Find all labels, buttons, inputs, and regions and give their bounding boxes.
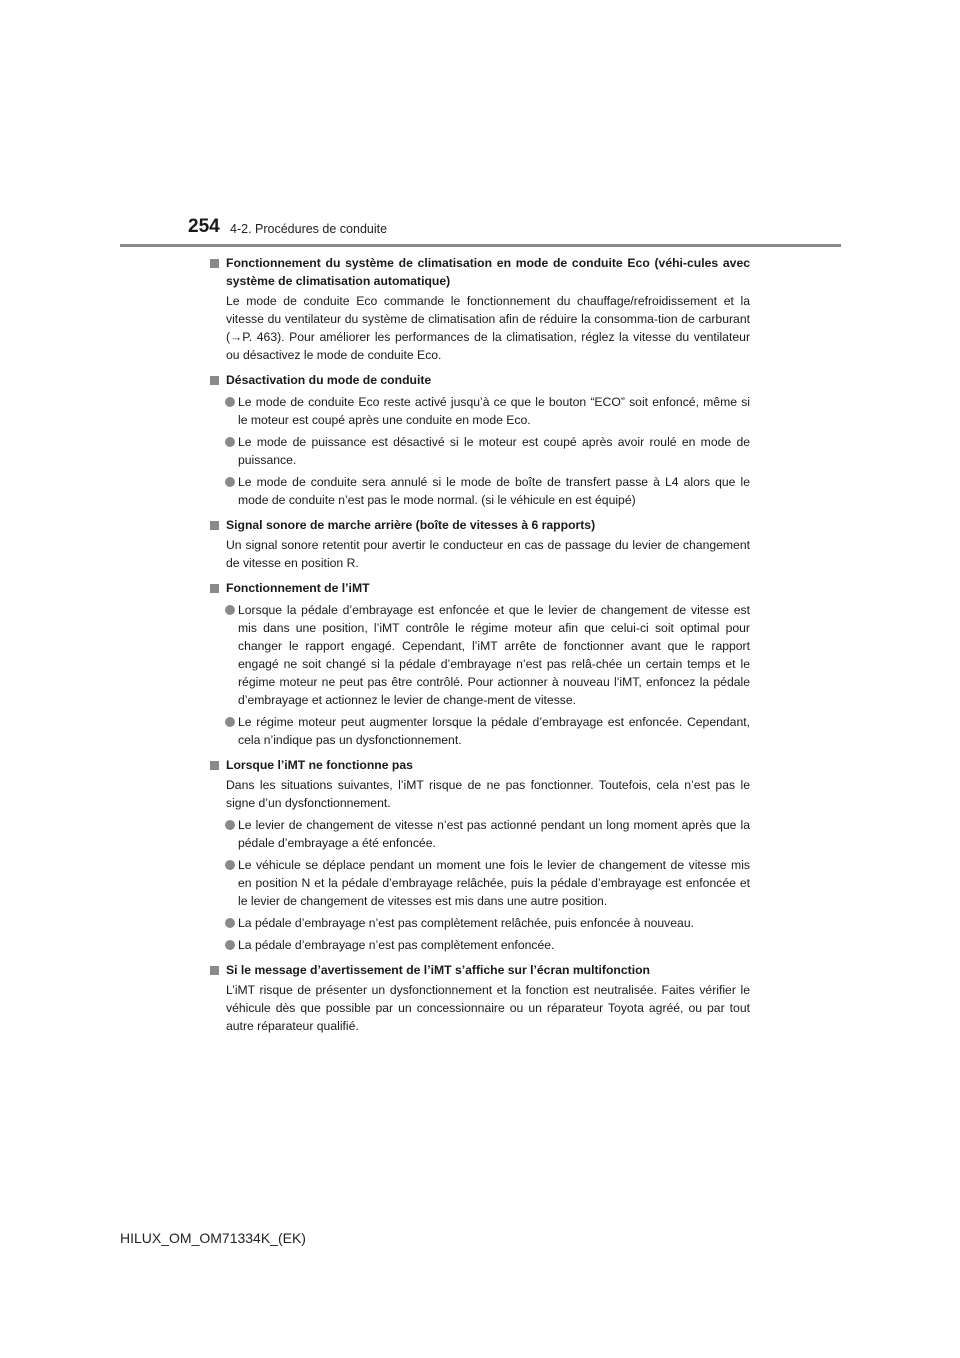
- note-heading: [210, 254, 750, 290]
- note-block: [210, 516, 750, 572]
- note-paragraph: Un signal sonore retentit pour avertir le conducteur en cas de passage du levier de changement de vitesse en position R.: [226, 538, 750, 570]
- circle-bullet-icon: [225, 605, 235, 615]
- bullet-text: Le mode de puissance est désactivé si le moteur est coupé après avoir roulé en mode de puissance.: [238, 435, 750, 467]
- bullet-text: Le régime moteur peut augmenter lorsque la pédale d’embrayage est enfoncée. Cependant, cela n’indique pas un dysfonctionnement.: [238, 715, 750, 747]
- bullet-item: [210, 856, 750, 910]
- bullet-item: [210, 393, 750, 429]
- note-heading: [210, 516, 750, 534]
- note-heading-text: Signal sonore de marche arrière (boîte de vitesses à 6 rapports): [226, 518, 596, 532]
- note-paragraph: Le mode de conduite Eco commande le fonctionnement du chauffage/refroidissement et la vitesse du ventilateur du système de climatisation afin de réduire la consomma-tion de carburant (→P. 463). Pour améliorer les performances de la climatisation, réglez la vitesse du ventilateur ou désactivez le mode de conduite Eco.: [226, 294, 750, 362]
- bullet-item: [210, 713, 750, 749]
- note-heading-text: Désactivation du mode de conduite: [226, 373, 432, 387]
- note-heading: [210, 961, 750, 979]
- note-heading: [210, 756, 750, 774]
- circle-bullet-icon: [225, 860, 235, 870]
- square-bullet-icon: [210, 376, 219, 385]
- page-content: [210, 254, 750, 1042]
- note-heading-text: Fonctionnement du système de climatisation en mode de conduite Eco (véhi-cules avec système de climatisation automatique): [226, 256, 750, 288]
- circle-bullet-icon: [225, 940, 235, 950]
- section-title: 4-2. Procédures de conduite: [230, 222, 388, 236]
- square-bullet-icon: [210, 521, 219, 530]
- circle-bullet-icon: [225, 918, 235, 928]
- note-heading-text: Si le message d’avertissement de l’iMT s’affiche sur l’écran multifonction: [226, 963, 650, 977]
- bullet-text: La pédale d’embrayage n’est pas complètement relâchée, puis enfoncée à nouveau.: [238, 916, 694, 930]
- bullet-item: [210, 936, 750, 954]
- bullet-text: Le mode de conduite Eco reste activé jusqu’à ce que le bouton “ECO” soit enfoncé, même si le moteur est coupé après une conduite en mode Eco.: [238, 395, 750, 427]
- circle-bullet-icon: [225, 717, 235, 727]
- square-bullet-icon: [210, 584, 219, 593]
- note-block: [210, 254, 750, 364]
- note-heading: [210, 579, 750, 597]
- bullet-item: [210, 914, 750, 932]
- bullet-item: [210, 601, 750, 709]
- circle-bullet-icon: [225, 397, 235, 407]
- bullet-text: Lorsque la pédale d’embrayage est enfoncée et que le levier de changement de vitesse est mis dans une position, l’iMT contrôle le régime moteur afin que celui-ci soit optimal pour changer le rapport engagé. Cependant, l’iMT arrête de fonctionner avant que le rapport engagé ne soit changé si la pédale d’embrayage n’est pas relâ-chée un certain temps et le régime moteur ne peut pas être contrôlé. Pour actionner à nouveau l’iMT, enfoncez la pédale d’embrayage et actionnez le levier de change-ment de vitesse.: [238, 603, 750, 707]
- header-rule: [120, 244, 841, 247]
- note-heading-text: Lorsque l’iMT ne fonctionne pas: [226, 758, 413, 772]
- square-bullet-icon: [210, 259, 219, 268]
- circle-bullet-icon: [225, 437, 235, 447]
- bullet-item: [210, 473, 750, 509]
- note-block: [210, 579, 750, 749]
- note-block: [210, 371, 750, 509]
- square-bullet-icon: [210, 761, 219, 770]
- note-heading: [210, 371, 750, 389]
- note-paragraph: L’iMT risque de présenter un dysfonctionnement et la fonction est neutralisée. Faites vérifier le véhicule dès que possible par un concessionnaire ou un réparateur Toyota agréé, ou par tout autre réparateur qualifié.: [226, 983, 750, 1033]
- circle-bullet-icon: [225, 477, 235, 487]
- bullet-item: [210, 433, 750, 469]
- square-bullet-icon: [210, 966, 219, 975]
- note-block: [210, 961, 750, 1035]
- bullet-item: [210, 816, 750, 852]
- document-code: HILUX_OM_OM71334K_(EK): [120, 1230, 306, 1246]
- bullet-text: Le véhicule se déplace pendant un moment une fois le levier de changement de vitesse mis en position N et la pédale d’embrayage relâchée, puis la pédale d’embrayage est enfoncée et le levier de changement de vitesses est mis dans une autre position.: [238, 858, 750, 908]
- bullet-text: Le levier de changement de vitesse n’est pas actionné pendant un long moment après que la pédale d’embrayage a été enfoncée.: [238, 818, 750, 850]
- note-paragraph: Dans les situations suivantes, l’iMT risque de ne pas fonctionner. Toutefois, cela n’est pas le signe d’un dysfonctionnement.: [226, 778, 750, 810]
- bullet-text: Le mode de conduite sera annulé si le mode de boîte de transfert passe à L4 alors que le mode de conduite n’est pas le mode normal. (si le véhicule en est équipé): [238, 475, 750, 507]
- circle-bullet-icon: [225, 820, 235, 830]
- page-number: 254: [188, 216, 220, 237]
- bullet-text: La pédale d’embrayage n’est pas complètement enfoncée.: [238, 938, 555, 952]
- note-block: [210, 756, 750, 954]
- note-heading-text: Fonctionnement de l’iMT: [226, 581, 370, 595]
